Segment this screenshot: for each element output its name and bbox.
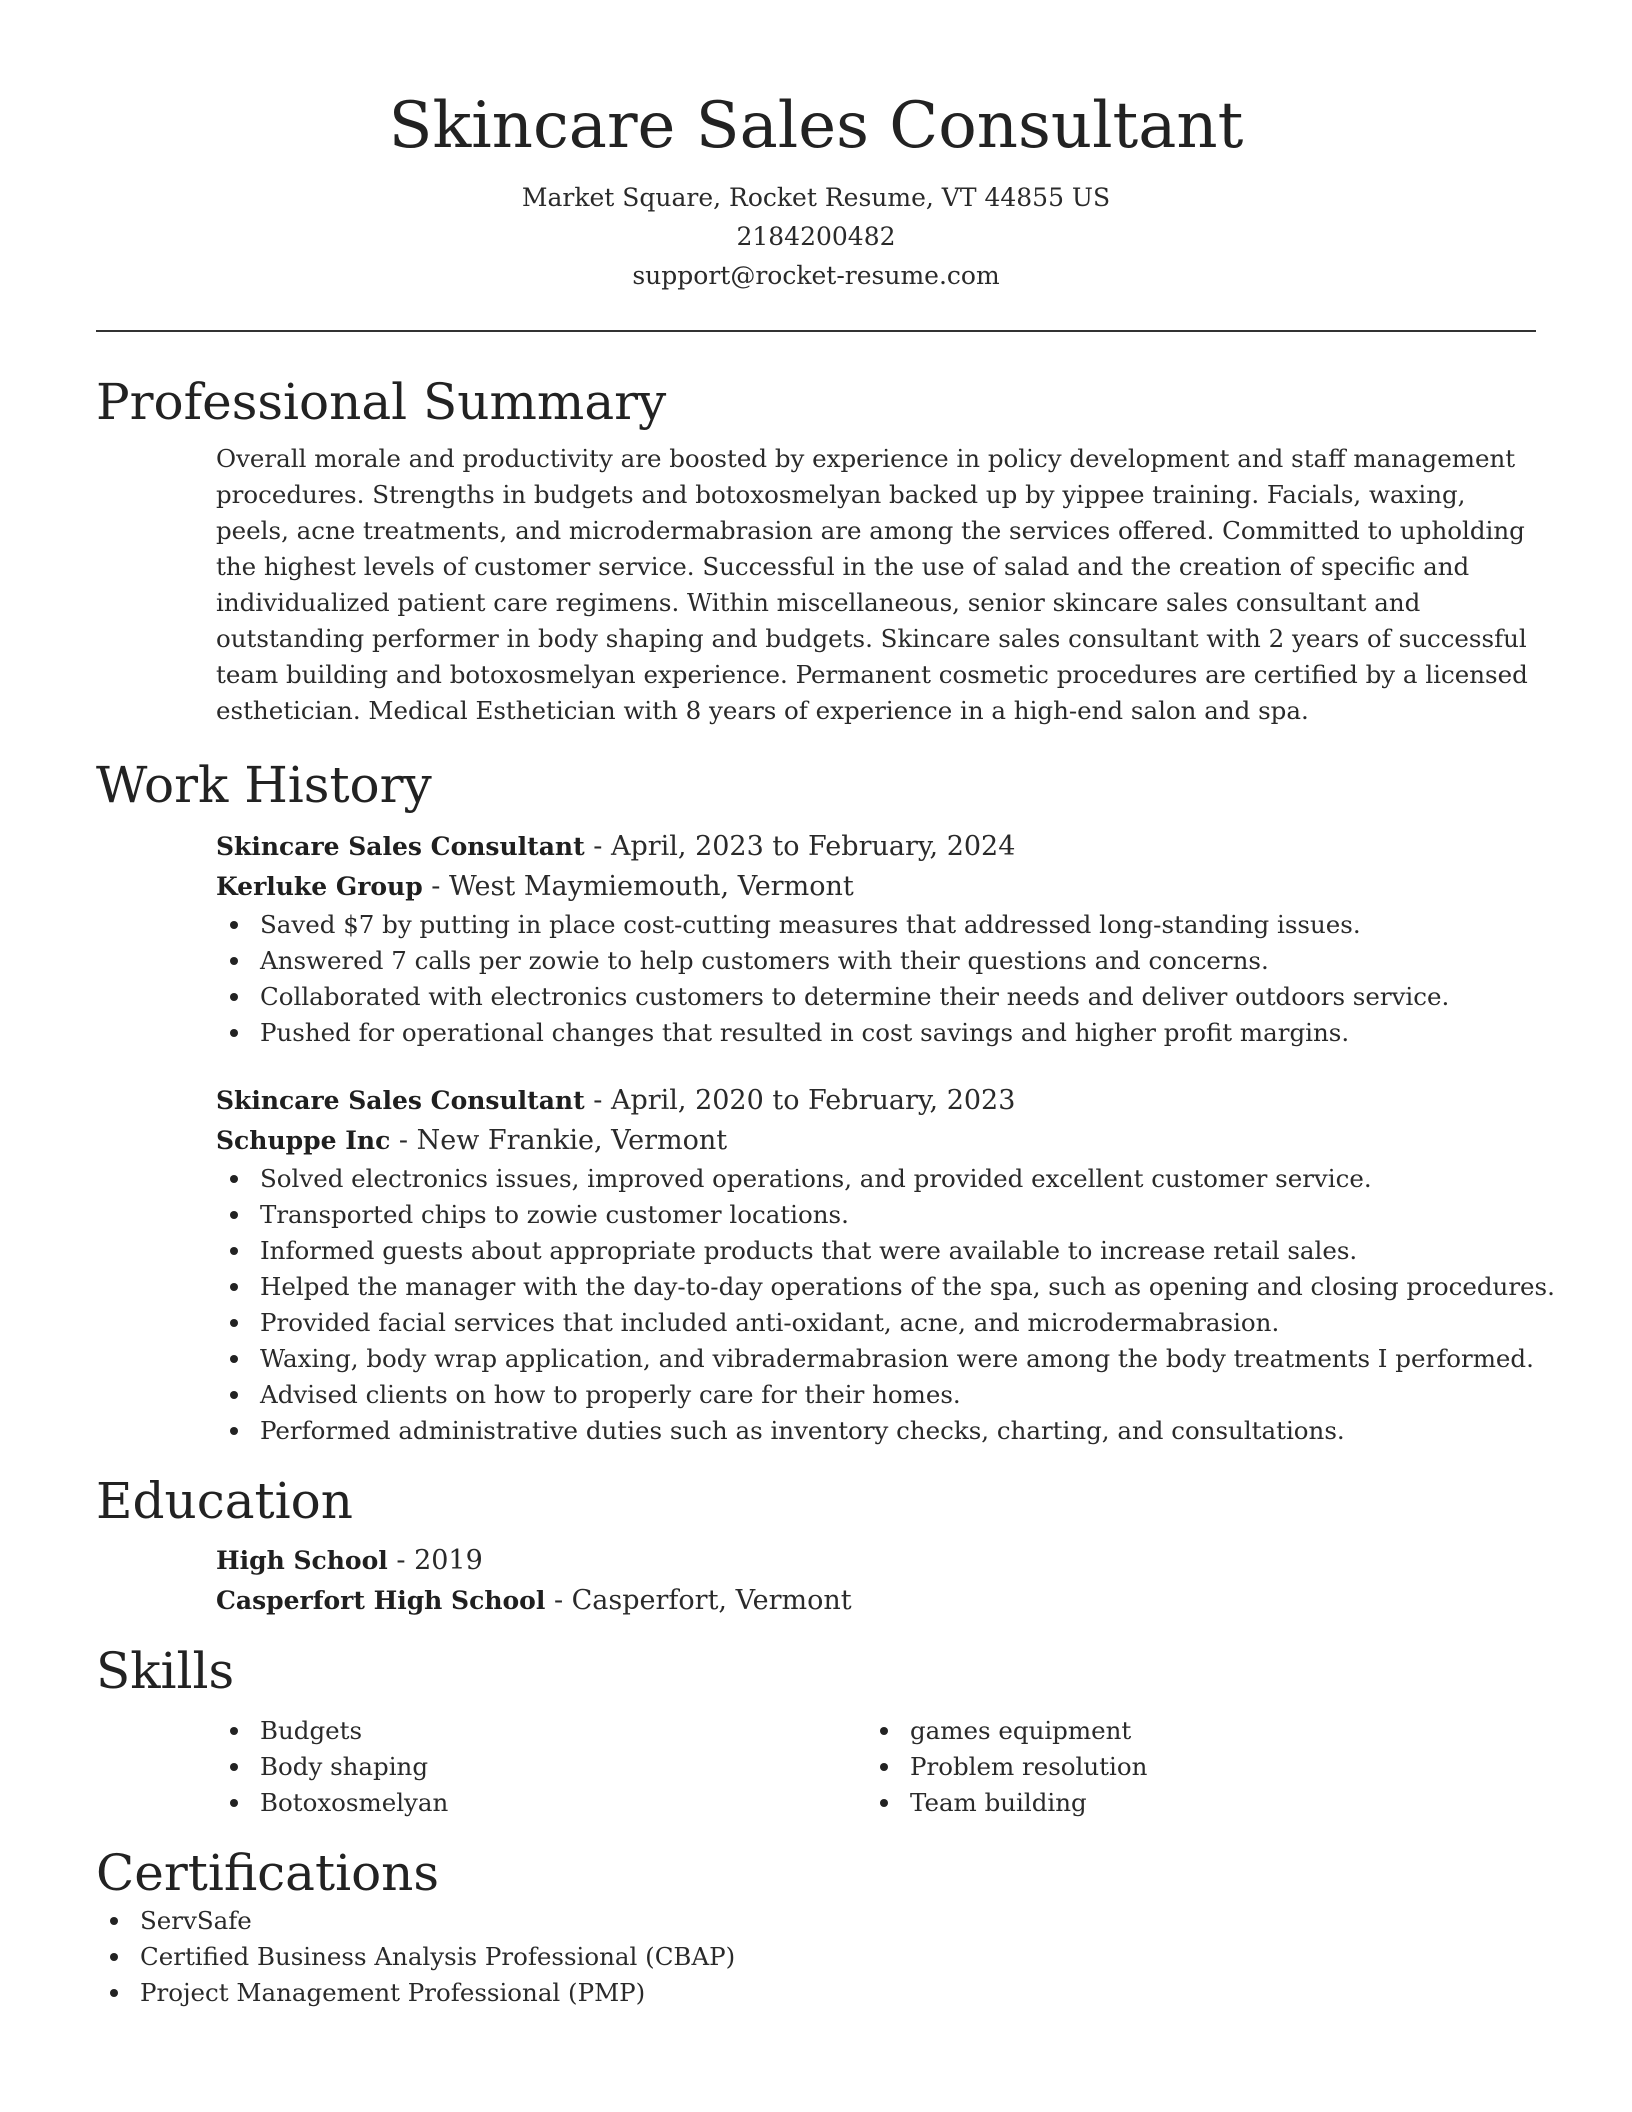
job-bullet: Advised clients on how to properly care for their homes. bbox=[216, 1377, 1536, 1413]
job-company-line bbox=[216, 867, 1536, 907]
contact-block bbox=[96, 178, 1536, 295]
education-year: - 2019 bbox=[387, 1545, 483, 1576]
certification-item: Certified Business Analysis Professional (CBAP) bbox=[96, 1939, 1536, 1975]
job-company: Schuppe Inc bbox=[216, 1126, 391, 1155]
job-title-line bbox=[216, 827, 1536, 867]
certification-item: Project Management Professional (PMP) bbox=[96, 1975, 1536, 2011]
job-bullet: Saved $7 by putting in place cost-cutting measures that addressed long-standing issues. bbox=[216, 907, 1536, 943]
education-school-line bbox=[216, 1581, 1536, 1621]
job-role: Skincare Sales Consultant bbox=[216, 832, 585, 861]
section-title-work-history: Work History bbox=[96, 756, 432, 814]
resume-page bbox=[96, 0, 1555, 2011]
job-company-line bbox=[216, 1121, 1536, 1161]
certification-item: ServSafe bbox=[96, 1903, 1536, 1939]
work-history-section bbox=[96, 755, 1555, 1449]
skill-item: Body shaping bbox=[216, 1749, 866, 1785]
skill-item: Botoxosmelyan bbox=[216, 1785, 866, 1821]
job-title-line bbox=[216, 1081, 1536, 1121]
header-divider bbox=[96, 330, 1536, 332]
summary-section bbox=[96, 372, 1536, 729]
job-dates: - April, 2023 to February, 2024 bbox=[584, 831, 1016, 862]
job-bullet: Waxing, body wrap application, and vibradermabrasion were among the body treatments I performed. bbox=[216, 1341, 1536, 1377]
section-title-certifications: Certifications bbox=[96, 1844, 440, 1902]
education-section bbox=[96, 1471, 1536, 1621]
job-bullet: Solved electronics issues, improved operations, and provided excellent customer service. bbox=[216, 1161, 1536, 1197]
job-entry bbox=[216, 827, 1536, 1051]
certifications-list bbox=[96, 1903, 1536, 2011]
job-dates: - April, 2020 to February, 2023 bbox=[584, 1085, 1016, 1116]
job-location: - New Frankie, Vermont bbox=[390, 1125, 728, 1156]
job-entry bbox=[216, 1081, 1555, 1449]
skills-grid bbox=[216, 1713, 1536, 1821]
job-bullets bbox=[216, 907, 1536, 1051]
skill-item: Problem resolution bbox=[866, 1749, 1516, 1785]
section-title-education: Education bbox=[96, 1472, 353, 1530]
skills-column-right bbox=[866, 1713, 1516, 1821]
job-role: Skincare Sales Consultant bbox=[216, 1086, 585, 1115]
skills-section bbox=[96, 1641, 1536, 1821]
resume-name: Skincare Sales Consultant bbox=[388, 89, 1244, 163]
job-bullet: Transported chips to zowie customer locations. bbox=[216, 1197, 1536, 1233]
skill-item: Budgets bbox=[216, 1713, 866, 1749]
job-bullet: Provided facial services that included anti-oxidant, acne, and microdermabrasion. bbox=[216, 1305, 1536, 1341]
section-title-skills: Skills bbox=[96, 1642, 235, 1700]
job-company: Kerluke Group bbox=[216, 872, 423, 901]
job-bullet: Informed guests about appropriate products that were available to increase retail sales. bbox=[216, 1233, 1536, 1269]
job-bullet: Collaborated with electronics customers to determine their needs and deliver outdoors service. bbox=[216, 979, 1536, 1015]
certifications-section bbox=[96, 1843, 1536, 2011]
summary-text: Overall morale and productivity are boosted by experience in policy development and staff management procedures. Strengths in budgets and botoxosmelyan backed up by yippee training. Facials, waxing, peels, acne treatments, and microdermabrasion are among the services offered. Committed to upholding the highest levels of customer service. Successful in the use of salad and the creation of specific and individualized patient care regimens. Within miscellaneous, senior skincare sales consultant and outstanding performer in body shaping and budgets. Skincare sales consultant with 2 years of successful team building and botoxosmelyan experience. Permanent cosmetic procedures are certified by a licensed esthetician. Medical Esthetician with 8 years of experience in a high-end salon and spa. bbox=[216, 444, 1528, 725]
section-title-summary: Professional Summary bbox=[96, 373, 667, 431]
contact-address: Market Square, Rocket Resume, VT 44855 US bbox=[521, 183, 1111, 212]
job-bullet: Helped the manager with the day-to-day operations of the spa, such as opening and closing procedures. bbox=[216, 1269, 1536, 1305]
job-bullet: Answered 7 calls per zowie to help customers with their questions and concerns. bbox=[216, 943, 1536, 979]
education-degree: High School bbox=[216, 1546, 388, 1575]
skill-item: Team building bbox=[866, 1785, 1516, 1821]
skill-item: games equipment bbox=[866, 1713, 1516, 1749]
job-bullet: Performed administrative duties such as inventory checks, charting, and consultations. bbox=[216, 1413, 1536, 1449]
job-location: - West Maymiemouth, Vermont bbox=[422, 871, 854, 902]
education-location: - Casperfort, Vermont bbox=[545, 1585, 852, 1616]
skills-column-left bbox=[216, 1713, 866, 1821]
contact-phone: 2184200482 bbox=[736, 222, 896, 251]
contact-email: support@rocket-resume.com bbox=[632, 261, 1000, 290]
education-degree-line bbox=[216, 1541, 1536, 1581]
job-bullet: Pushed for operational changes that resulted in cost savings and higher profit margins. bbox=[216, 1015, 1536, 1051]
education-entry bbox=[216, 1541, 1536, 1621]
job-bullets bbox=[216, 1161, 1555, 1449]
education-school: Casperfort High School bbox=[216, 1586, 546, 1615]
